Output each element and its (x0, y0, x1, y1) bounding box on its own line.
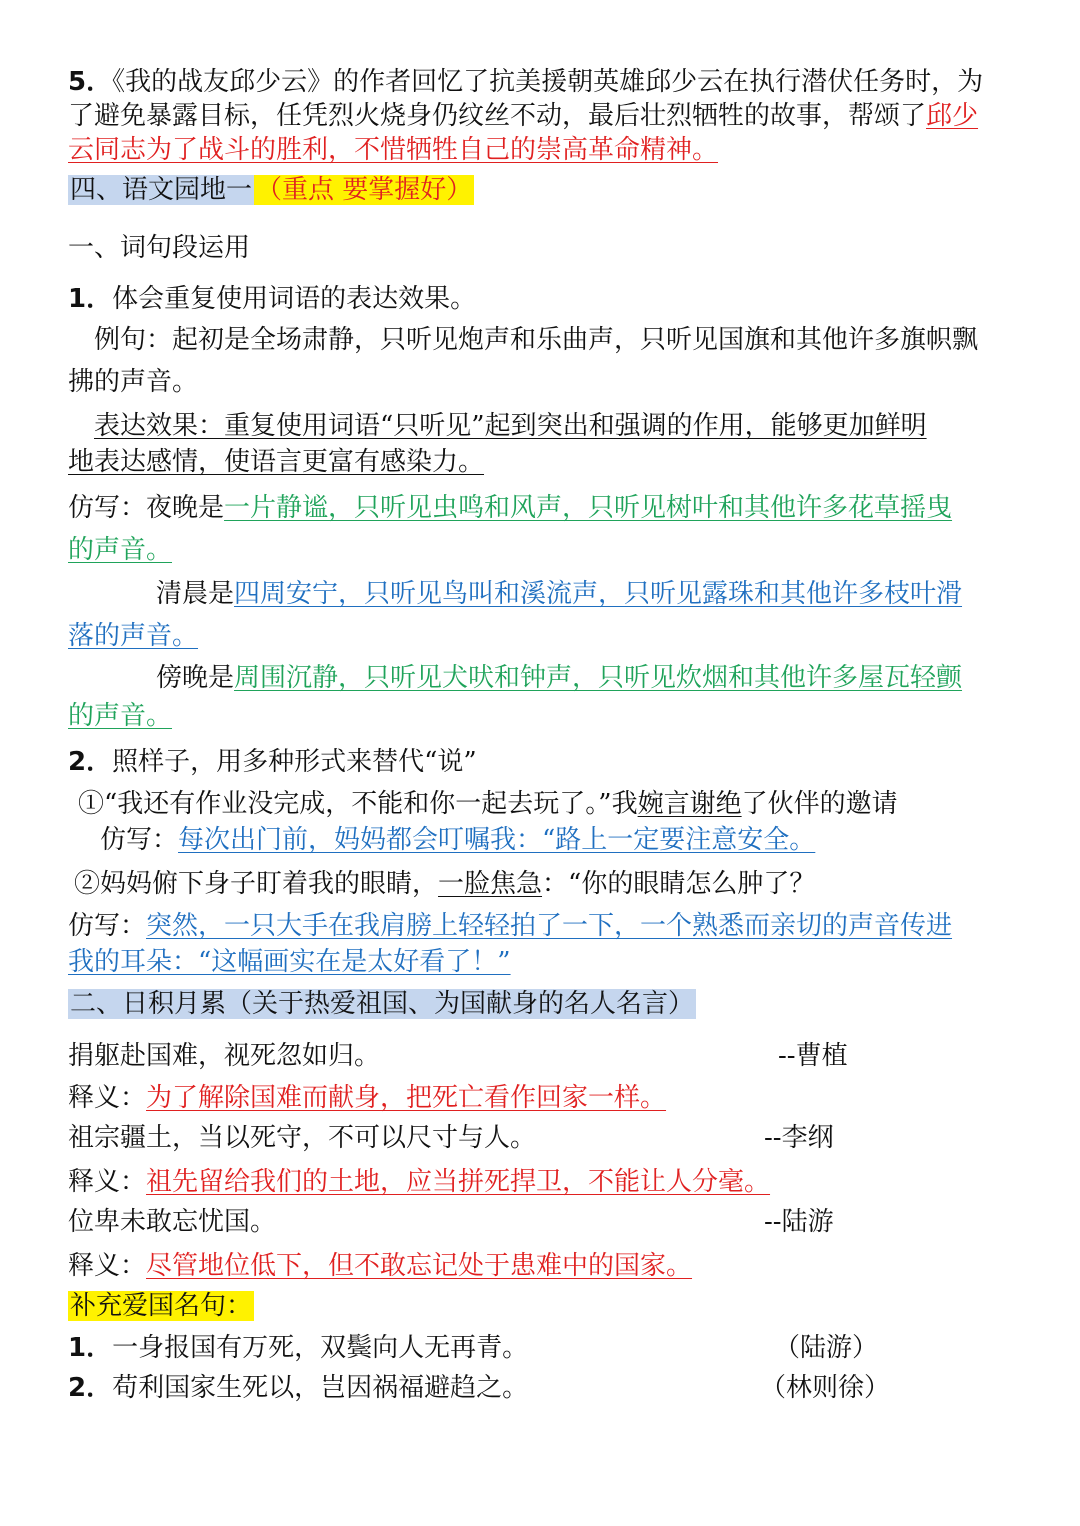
item5-red-line2: 邱少 (926, 101, 979, 131)
q1-effect-line1: 表达效果：重复使用词语“只听见”起到突出和强调的作用，能够更加鲜明 (94, 411, 927, 441)
item5-line2 (68, 98, 978, 134)
quote3-text: 位卑未敢忘忧国。 (68, 1207, 277, 1237)
quote3-explain-label: 释义： (68, 1251, 147, 1281)
supplement2-number: 2． (68, 1373, 113, 1403)
q1-title: 体会重复使用词语的表达效果。 (112, 284, 477, 314)
quote2-explain-label: 释义： (68, 1167, 147, 1197)
q2-heading (68, 744, 477, 780)
item5-red-line3: 云同志为了战斗的胜利，不惜牺牲自己的崇高革命精神。 (68, 135, 719, 165)
quote3-author: --陆游 (764, 1207, 834, 1237)
q2-ex2-imitate-line2: 我的耳朵：“这幅画实在是太好看了！” (68, 947, 511, 977)
item5-text-line2: 了避免暴露目标，任凭烈火烧身仍纹丝不动，最后壮烈牺牲的故事，帮颂了 (68, 101, 927, 131)
q2-ex2-imitate-text: 突然，一只大手在我肩膀上轻轻拍了一下，一个熟悉而亲切的声音传进 (146, 911, 953, 941)
item5-line3 (68, 132, 718, 168)
quote1-author: --曹植 (778, 1041, 848, 1071)
quote2-author: --李纲 (764, 1123, 834, 1153)
quote1-text: 捐躯赴国难，视死忽如归。 (68, 1041, 381, 1071)
q1-imitate1-line1 (68, 490, 952, 526)
quote2-explain-text: 祖先留给我们的土地，应当拼死捍卫，不能让人分毫。 (146, 1167, 771, 1197)
q1-imitate3-text: 周围沉静，只听见犬吠和钟声，只听见炊烟和其他许多屋瓦轻颤 (234, 663, 963, 693)
q2-ex1-imitate-label: 仿写： (100, 825, 179, 855)
supplement2-author: （林则徐） (760, 1373, 891, 1403)
supplement1-author: （陆游） (774, 1333, 879, 1363)
q1-imitate1-text: 一片静谧，只听见虫鸣和风声，只听见树叶和其他许多花草摇曳 (224, 493, 953, 523)
part2-heading (68, 986, 696, 1022)
quote1-explain (68, 1080, 666, 1116)
q2-ex1-imitate-text: 每次出门前，妈妈都会叮嘱我：“路上一定要注意安全。 (178, 825, 816, 855)
q2-number: 2． (68, 747, 113, 777)
q2-ex2-b: 一脸焦急 (438, 869, 543, 899)
supplement2 (68, 1370, 528, 1406)
section4-title: 四、语文园地一 (70, 175, 253, 205)
section4-heading (68, 172, 474, 208)
q2-ex2-imitate-label: 仿写： (68, 911, 147, 941)
q1-effect-line2: 地表达感情，使语言更富有感染力。 (68, 447, 485, 477)
quote3-explain (68, 1248, 692, 1284)
part2-title: 二、日积月累（关于热爱祖国、为国献身的名人名言） (70, 989, 695, 1019)
item5-text-line1: 《我的战友邱少云》的作者回忆了抗美援朝英雄邱少云在执行潜伏任务时，为 (112, 67, 984, 97)
q1-imitate2-line1 (156, 576, 962, 612)
q2-ex1-imitate (100, 822, 815, 858)
quote1-explain-text: 为了解除国难而献身，把死亡看作回家一样。 (146, 1083, 667, 1113)
supplement1-number: 1． (68, 1333, 113, 1363)
q1-imitate1-prefix: 夜晚是 (146, 493, 225, 523)
q1-imitate-label: 仿写： (68, 493, 147, 523)
supplement-heading (68, 1288, 254, 1324)
q2-ex1-a: ①“我还有作业没完成，不能和你一起去玩了。”我 (78, 789, 638, 819)
item5-number: 5． (68, 67, 113, 97)
supplement1 (68, 1330, 528, 1366)
quote3-explain-text: 尽管地位低下，但不敢忘记处于患难中的国家。 (146, 1251, 693, 1281)
q1-number: 1． (68, 284, 113, 314)
q2-ex2-c: ：“你的眼睛怎么肿了？ (542, 869, 816, 899)
supplement-title: 补充爱国名句： (70, 1291, 253, 1321)
part1-title: 一、词句段运用 (68, 233, 251, 263)
q2-title: 照样子，用多种形式来替代“说” (112, 747, 477, 777)
q1-imitate3-line2: 的声音。 (68, 701, 173, 731)
q1-example-line1: 例句：起初是全场肃静，只听见炮声和乐曲声，只听见国旗和其他许多旗帜飘 (94, 325, 979, 355)
supplement2-text: 苟利国家生死以，岂因祸福避趋之。 (112, 1373, 529, 1403)
supplement1-text: 一身报国有万死，双鬓向人无再青。 (112, 1333, 529, 1363)
q1-imitate2-line2: 落的声音。 (68, 621, 199, 651)
q2-example2 (74, 866, 815, 902)
q1-imitate1-line2: 的声音。 (68, 535, 173, 565)
q1-imitate3-line1 (156, 660, 962, 696)
q2-ex2-imitate-line1 (68, 908, 952, 944)
q2-ex1-c: 了伙伴的邀请 (741, 789, 898, 819)
q1-heading (68, 281, 476, 317)
q1-imitate2-prefix: 清晨是 (156, 579, 235, 609)
quote2-explain (68, 1164, 770, 1200)
quote1-explain-label: 释义： (68, 1083, 147, 1113)
section4-note: （重点 要掌握好） (256, 175, 473, 205)
q2-ex1-b: 婉言谢绝 (637, 789, 742, 819)
quote2-text: 祖宗疆土，当以死守，不可以尺寸与人。 (68, 1123, 537, 1153)
q2-ex2-a: ②妈妈俯下身子盯着我的眼睛， (74, 869, 439, 899)
q1-imitate2-text: 四周安宁，只听见鸟叫和溪流声，只听见露珠和其他许多枝叶滑 (234, 579, 963, 609)
item5-line1 (68, 64, 983, 100)
q1-example-line2: 拂的声音。 (68, 367, 199, 397)
q1-imitate3-prefix: 傍晚是 (156, 663, 235, 693)
q2-example1 (78, 786, 898, 822)
